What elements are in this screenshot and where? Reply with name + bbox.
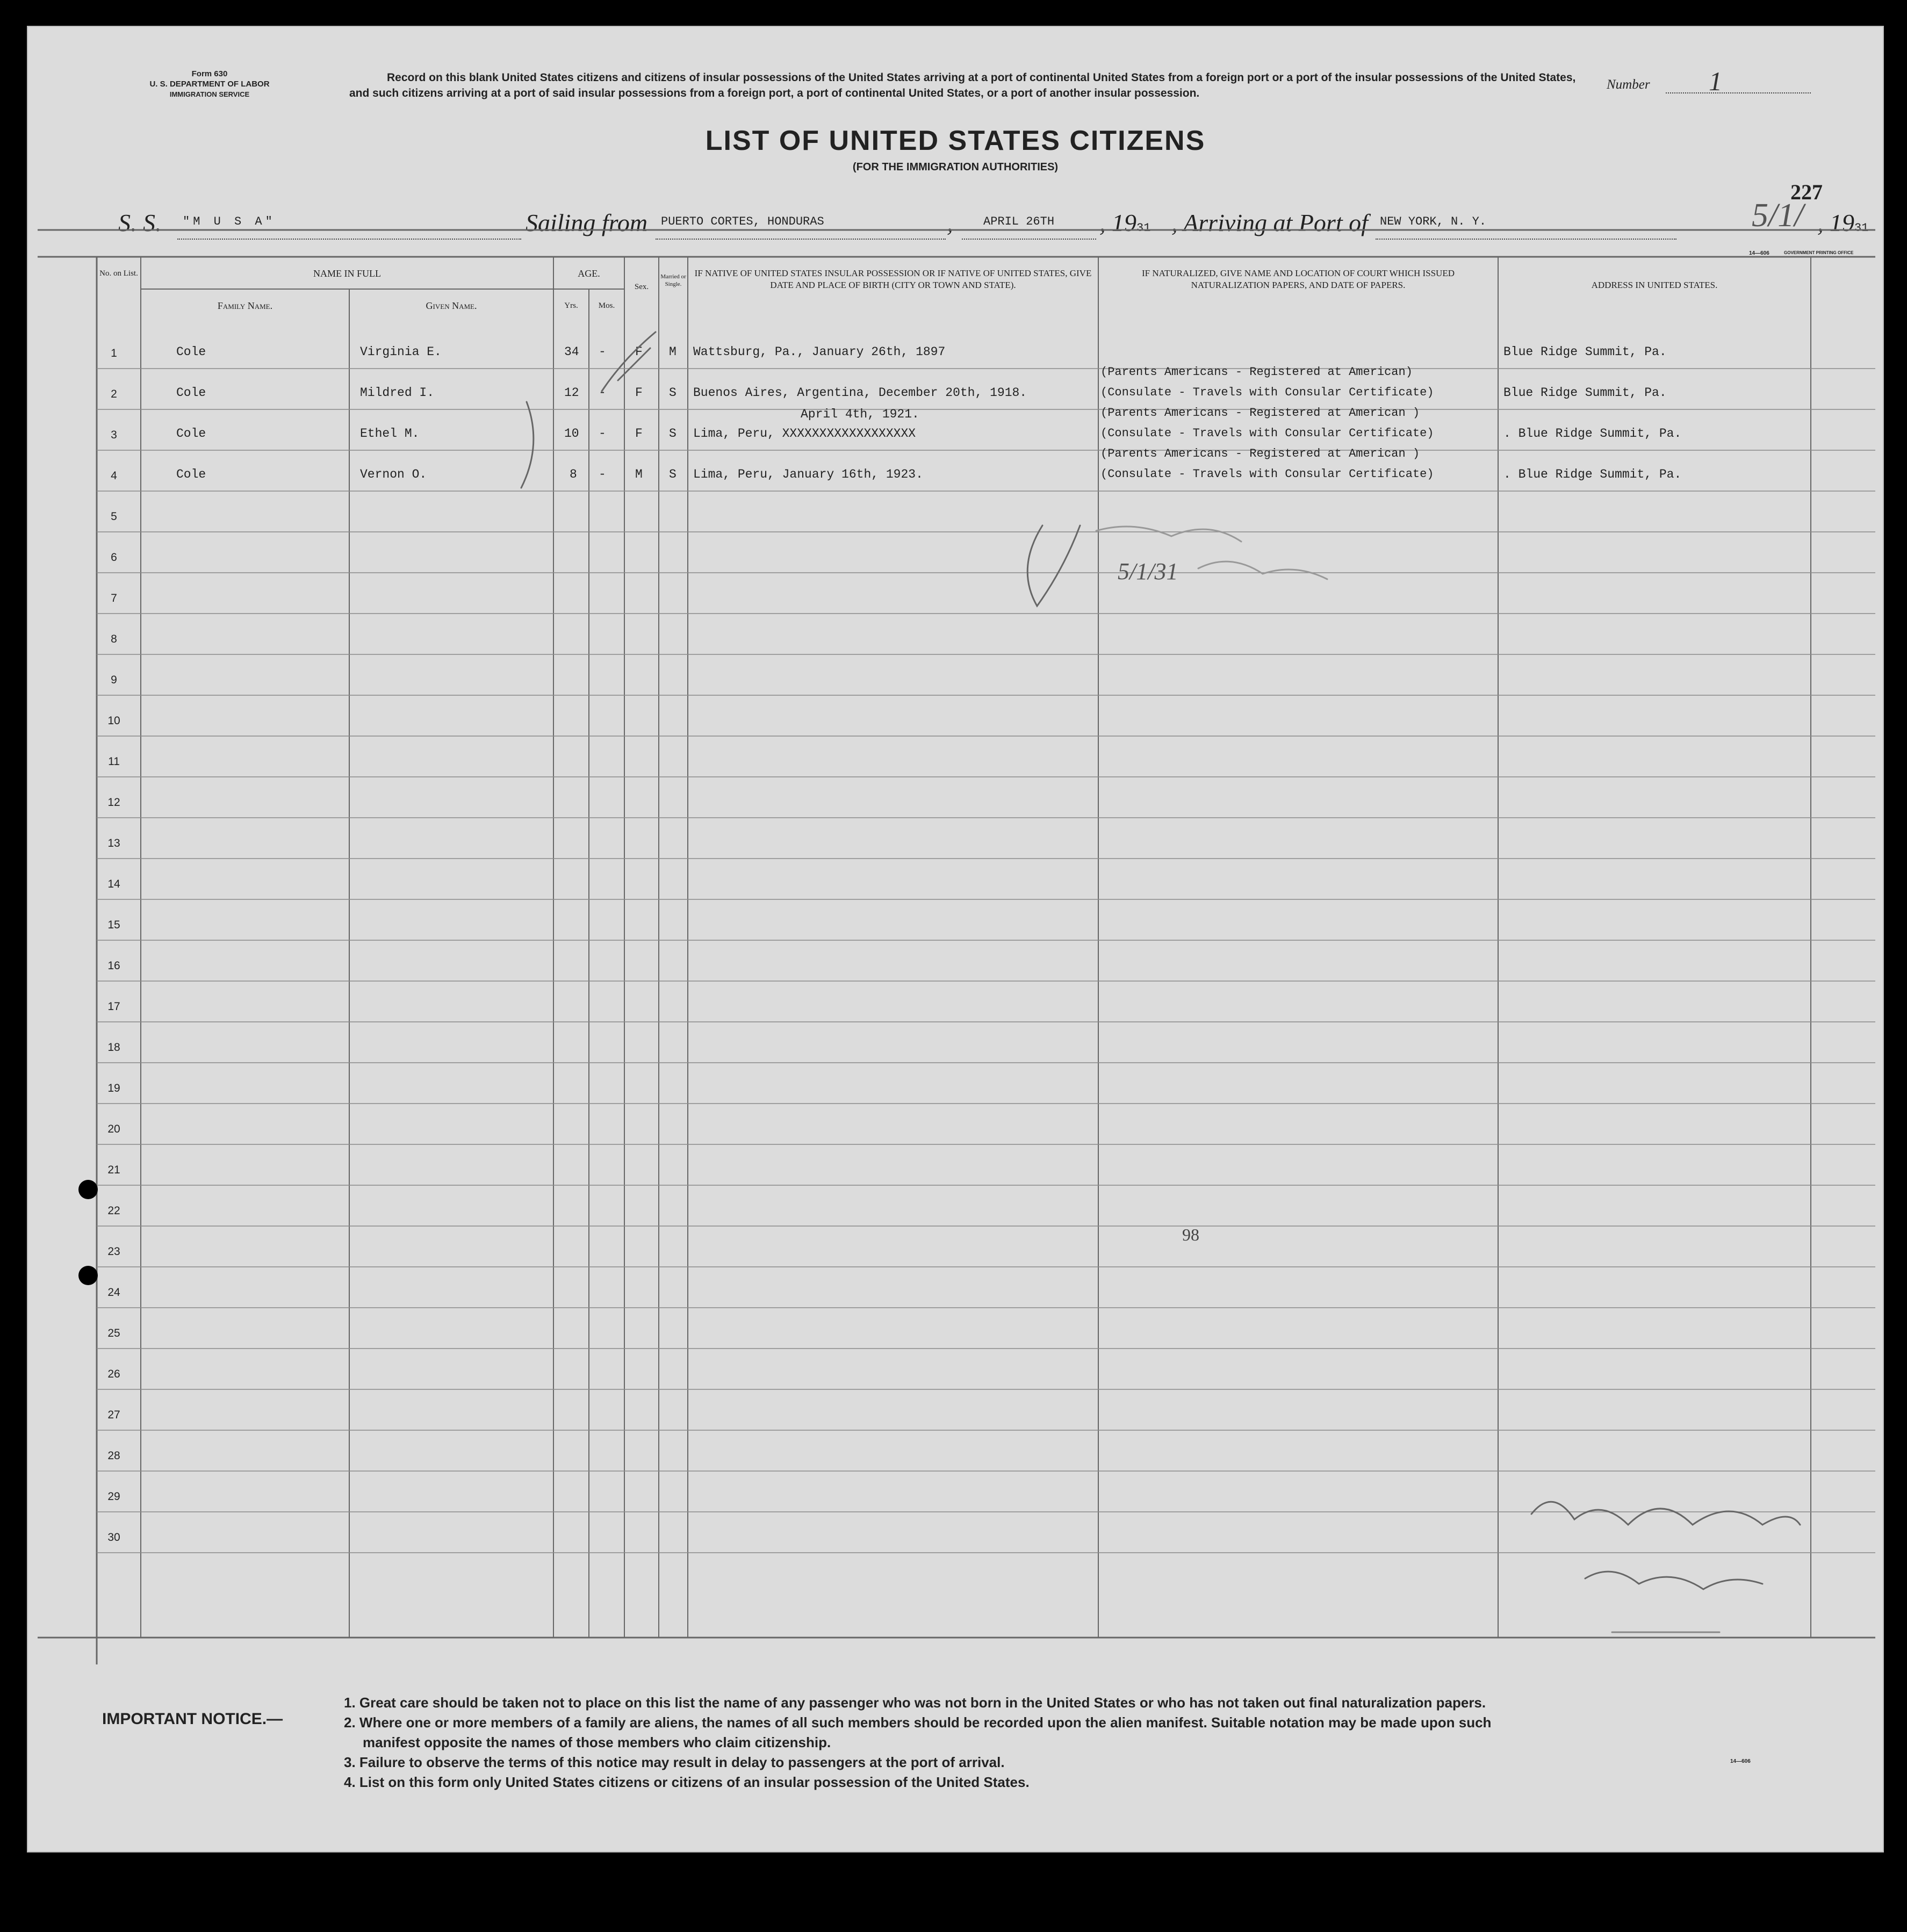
family-name: Cole (176, 345, 206, 359)
page-title: LIST OF UNITED STATES CITIZENS (705, 125, 1206, 156)
sailing-label: Sailing from (526, 209, 648, 236)
row-number: 30 (107, 1531, 120, 1544)
given-name: Mildred I. (360, 386, 435, 400)
address: . Blue Ridge Summit, Pa. (1503, 427, 1682, 441)
sex: M (635, 467, 643, 481)
arrival-century: 19 (1830, 209, 1854, 236)
age-years: 12 (564, 386, 579, 400)
binder-hole (78, 1180, 98, 1199)
page-number: 227 (1790, 180, 1823, 204)
row-number: 15 (107, 919, 120, 931)
naturalization-note-1: (Parents Americans - Registered at American ) (1100, 406, 1420, 420)
marital-status: S (669, 467, 677, 481)
notice-item-2-cont: manifest opposite the names of those members who claim citizenship. (363, 1734, 831, 1750)
age-years: 8 (570, 467, 577, 481)
sailing-date: APRIL 26TH (983, 215, 1055, 228)
row-number: 1 (111, 347, 117, 359)
row-number: 10 (107, 715, 120, 727)
row-number: 8 (111, 633, 117, 645)
given-name: Virginia E. (360, 345, 442, 359)
row-number: 2 (111, 388, 117, 400)
marital-status: M (669, 345, 677, 359)
sex: F (635, 345, 643, 359)
age-months: - (599, 467, 606, 481)
row-number: 26 (107, 1368, 120, 1380)
family-name: Cole (176, 427, 206, 441)
form-code-bottom: 14—606 (1730, 1758, 1751, 1764)
row-number: 29 (107, 1490, 120, 1503)
birth-place-date: Wattsburg, Pa., January 26th, 1897 (693, 345, 946, 359)
form-number: Form 630 (191, 69, 228, 78)
sailing-century: 19 (1112, 209, 1136, 236)
ship-name: "M U S A" (183, 215, 276, 228)
col-name-in-full: NAME IN FULL (313, 268, 381, 279)
col-address: ADDRESS IN UNITED STATES. (1591, 280, 1718, 290)
row-number: 11 (108, 755, 120, 768)
row-number: 9 (111, 674, 117, 686)
row-number: 27 (107, 1409, 120, 1421)
arriving-label: , Arriving at Port of (1171, 209, 1368, 236)
age-years: 34 (564, 345, 579, 359)
given-name: Vernon O. (360, 467, 427, 481)
row-number: 13 (107, 837, 120, 849)
department: U. S. DEPARTMENT OF LABOR (149, 80, 270, 89)
arrival-date: 5/1/ (1752, 197, 1804, 234)
col-married: Married or Single. (660, 273, 686, 287)
col-birth: IF NATIVE OF UNITED STATES INSULAR POSSESSION OR IF NATIVE OF UNITED STATES, GIVE DATE AND PLACE OF BIRTH (CITY OR TOWN AND STATE). (694, 268, 1092, 290)
page-subtitle: (FOR THE IMMIGRATION AUTHORITIES) (852, 161, 1059, 173)
notice-item-3: 3. Failure to observe the terms of this notice may result in delay to passengers at the port of arrival. (344, 1754, 1005, 1770)
notice-item-2: 2. Where one or more members of a family are aliens, the names of all such members should be recorded upon the alien manifest. Suitable notation may be made upon such (344, 1714, 1492, 1731)
col-family: Family Name. (217, 300, 273, 311)
age-months: - (599, 427, 606, 441)
instructions: Record on this blank United States citizens and citizens of insular possessions of the United States arriving at a port of continental United States from a foreign port or a port of the insular possessions of the United States, and such citizens arriving at a port of said insular possessions from a foreign port, a port of continental United States, or a port of another insular possession. (349, 71, 1576, 99)
sex: F (635, 386, 643, 400)
row-number: 16 (107, 960, 120, 972)
col-yrs: Yrs. (564, 301, 578, 310)
binder-hole (78, 1266, 98, 1285)
given-name: Ethel M. (360, 427, 420, 441)
form-code-top: 14—606 (1749, 250, 1769, 256)
col-no: No. on List. (99, 269, 138, 278)
naturalization-note-1: (Parents Americans - Registered at American) (1100, 365, 1413, 379)
row-number: 22 (107, 1205, 120, 1217)
family-name: Cole (176, 386, 206, 400)
row-number: 17 (107, 1000, 120, 1013)
handwritten-marks (27, 26, 1884, 1852)
notice-label: IMPORTANT NOTICE.— (102, 1710, 283, 1728)
row-number: 7 (111, 592, 117, 604)
arriving-port: NEW YORK, N. Y. (1380, 215, 1487, 228)
row-number: 28 (107, 1450, 120, 1462)
marital-status: S (669, 386, 677, 400)
birth-place-date: Lima, Peru, XXXXXXXXXXXXXXXXXX (693, 427, 916, 441)
row-number: 3 (111, 429, 117, 441)
row-number: 21 (107, 1164, 120, 1176)
age-months: - (599, 386, 606, 400)
row-number: 20 (107, 1123, 120, 1135)
printing-office: GOVERNMENT PRINTING OFFICE (1784, 250, 1854, 255)
row-number: 5 (111, 510, 117, 523)
sex: F (635, 427, 643, 441)
sailing-from: PUERTO CORTES, HONDURAS (661, 215, 824, 228)
manifest-sheet: Form 630 U. S. DEPARTMENT OF LABOR IMMIGRATION SERVICE Record on this blank United States citizens and citizens of insular possessions of the United States arriving at a port of continental United States from a foreign port or a port of the insular possessions of the United States, and such citizens arriving at a port of said insular possessions from a foreign port, a port of continental United States, or a port of another insular possession. Number 1 LIST OF UNITED STATES CITIZENS (FOR THE IMMIGRATION AUTHORITIES) 227 S. S. "M U S A" Sailing from PUERTO CORTES, HONDURAS , APRIL 26TH , 1931 , Arriving at Port of NEW YORK, N. Y. 5/1/ , 1931 14—606 GOVERNMENT PRINTING OFFICE No. on List. NAME IN FULL Family Name. Given Name. AGE. Yrs. Mos. Sex. Married or Single. IF NATIVE OF UNITED STATES INSULAR POSSESSION OR IF NATIVE OF UNITED STATES, GIVE DATE AND PLACE OF BIRTH (CITY OR TOWN AND STATE). IF NATURALIZED, GIVE NAME AND LOCATION OF COURT WHICH ISSUED NATURALIZATION PAPERS, AND DATE OF PAPERS. ADDRESS IN UNITED STATES. 1 2 3 4 5 6 7 8 9 10 11 12 13 14 15 16 17 18 19 20 21 22 23 24 25 26 27 28 29 30 Cole Virginia E. 34 - F M Wattsburg, Pa., January 26th, 1897 Blue Ridge Summit, Pa. Cole Mildred I. 12 - F S Buenos Aires, Argentina, December 20th, 1918. (Parents Americans - Registered at American) (Consulate - Travels with Consular Certificate) Blue Ridge Summit, Pa. Cole Ethel M. 10 - F S April 4th, 1921. Lima, Peru, XXXXXXXXXXXXXXXXXX (Parents Americans - Registered at American ) (Consulate - Travels with Consular Certificate) . Blue Ridge Summit, Pa. Cole Vernon O. 8 - M S Lima, Peru, January 16th, 1923. (Parents Americans - Registered at American ) (Consulate - Travels with Consular Certificate) . Blue Ridge Summit, Pa. 5/1/31 98 IMPORTANT NOTICE.— 1. Great care should be taken not to place on this list the name of any passenger who was not born in the United States or who has not taken out final naturalization papers. 2. Where one or more members of a family are aliens, the names of all such members should be recorded upon the alien manifest. Suitable notation may be made upon such manifest opposite the names of those members who claim citizenship. 3. Failure to observe the terms of this notice may result in delay to passengers at the port of arrival. 4. List on this form only United States citizens or citizens of an insular possession of the United States. 14—606 (27, 26, 1884, 1852)
number-label: Number (1607, 77, 1650, 92)
birth-place-date: Buenos Aires, Argentina, December 20th, 1918. (693, 386, 1027, 400)
address: Blue Ridge Summit, Pa. (1503, 386, 1667, 400)
age-months: - (599, 345, 606, 359)
stamp-date: 5/1/31 (1118, 558, 1178, 585)
birth-date-correction: April 4th, 1921. (801, 407, 919, 421)
address: . Blue Ridge Summit, Pa. (1503, 467, 1682, 481)
row-number: 12 (107, 796, 120, 809)
row-number: 25 (107, 1327, 120, 1339)
age-years: 10 (564, 427, 579, 441)
naturalization-note-2: (Consulate - Travels with Consular Certificate) (1100, 427, 1434, 440)
row-number: 23 (107, 1245, 120, 1258)
naturalization-note-2: (Consulate - Travels with Consular Certificate) (1100, 386, 1434, 399)
col-naturalized: IF NATURALIZED, GIVE NAME AND LOCATION OF COURT WHICH ISSUED NATURALIZATION PAPERS, AND DATE OF PAPERS. (1141, 268, 1455, 290)
row-number: 24 (107, 1286, 120, 1299)
col-sex: Sex. (634, 283, 649, 291)
number-value: 1 (1709, 66, 1722, 96)
row-number: 4 (111, 470, 117, 482)
row-number: 6 (111, 551, 117, 564)
naturalization-note-2: (Consulate - Travels with Consular Certificate) (1100, 467, 1434, 481)
col-age: AGE. (578, 268, 600, 279)
naturalization-note-1: (Parents Americans - Registered at American ) (1100, 447, 1420, 460)
arrival-year: 31 (1854, 221, 1869, 235)
col-given: Given Name. (426, 300, 477, 311)
row-number: 19 (107, 1082, 120, 1094)
address: Blue Ridge Summit, Pa. (1503, 345, 1667, 359)
row-number: 18 (107, 1041, 120, 1054)
notice-item-1: 1. Great care should be taken not to place on this list the name of any passenger who was not born in the United States or who has not taken out final naturalization papers. (344, 1695, 1486, 1711)
service: IMMIGRATION SERVICE (169, 90, 250, 98)
row-number: 14 (107, 878, 120, 890)
family-name: Cole (176, 467, 206, 481)
birth-place-date: Lima, Peru, January 16th, 1923. (693, 467, 923, 481)
page-mark: 98 (1182, 1225, 1199, 1244)
marital-status: S (669, 427, 677, 441)
ss-label: S. S. (118, 209, 162, 236)
notice-item-4: 4. List on this form only United States citizens or citizens of an insular possession of the United States. (344, 1774, 1030, 1790)
col-mos: Mos. (598, 301, 615, 310)
sailing-year: 31 (1136, 221, 1151, 235)
